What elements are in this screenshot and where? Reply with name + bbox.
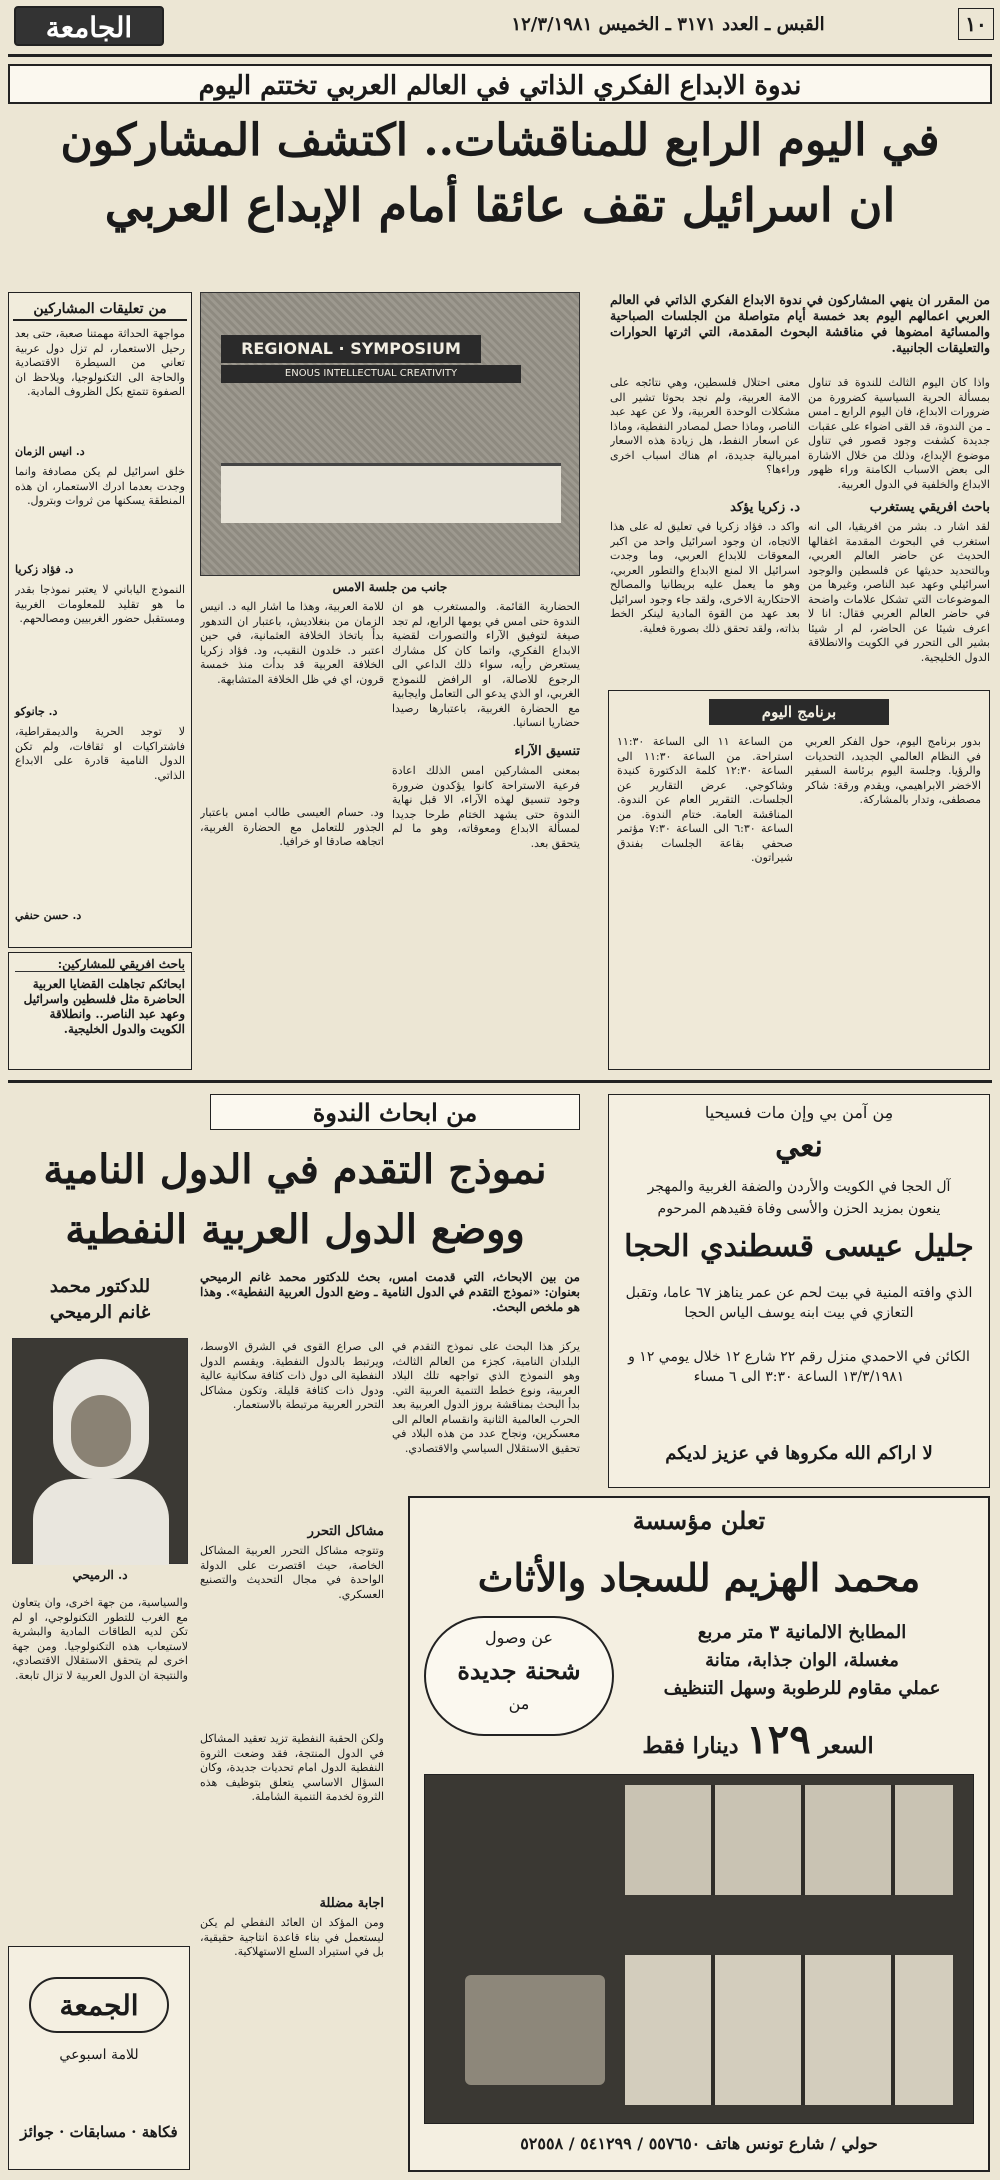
sidebar-note-title: باحث افريقي للمشاركين:	[15, 957, 185, 972]
lead-col-a: واذا كان اليوم الثالث للندوة قد تناول بمسألة الحرية السياسية كضرورة من ضرورات الابداع، فان اليوم الرابع ـ امس ـ من الندوة، قد القى اضواء على عقبات جديدة كشفت وجود قصور في تناول موضوع الإبداع، وذلك من خلال الاشارة الى بعض الاسباب الكامنة وراء ظهور الابداع والخلفية في الدول العربية.	[808, 376, 990, 491]
sidebar-author: د. انيس الزمان	[15, 445, 85, 458]
lead-photo	[200, 292, 580, 576]
ad-arrival-3: من	[508, 1694, 530, 1713]
lead-col-c: الحضارية القائمة. والمستغرب هو ان الندوة حتى امس في يومها الرابع، لم تجد صيغة لتوفيق الآراء والتصورات لقضية الابداع الفكري، واتما كان كل مشارك يستعرض رأيه، سواء ذلك الداعي الى الرجوع للاصالة، او الرافض للنموذج الغربي، او الذي يدعو الى التعامل وايجابية مع الحضارة الغربية، باعتبارها رصيدا حضاريا انسانيا.	[392, 600, 580, 729]
author-portrait	[12, 1338, 188, 1564]
section-divider	[8, 1080, 992, 1083]
section-logo: الجامعة	[14, 6, 164, 46]
portrait-body	[33, 1479, 169, 1565]
research-lead: من بين الابحاث، التي قدمت امس، بحث للدكتور محمد غانم الرميحي بعنوان: «نموذج التقدم في الدول النامية ـ وضع الدول العربية النفطية». وهذا هو ملخص البحث.	[200, 1270, 580, 1314]
sidebar-author: د. جانوكو	[15, 705, 58, 718]
sidebar-comments	[8, 292, 192, 948]
ad-arrival-badge	[424, 1616, 614, 1736]
research-headline-1: نموذج التقدم في الدول النامية	[43, 1146, 547, 1193]
ad-price-unit: دينارا فقط	[642, 1733, 739, 1759]
lead-sub-b: د. زكريا يؤكد	[730, 500, 800, 515]
program-col-left: من الساعة ١١ الى الساعة ١١:٣٠ استراحة. من الساعة ١١:٣٠ الى الساعة ١٢:٣٠ كلمة الدكتورة كنيدة وشاكوجي. عرض التقارير عن الجلسات. التقرير العام عن الندوة. المناقشة العامة. ختام الندوة. من الساعة ٦:٣٠ الى الساعة ٧:٣٠ مؤتمر صحفي بقاعة الجلسات بفندق شيراتون.	[617, 735, 793, 864]
sidebar-note-text: ابحاثكم تجاهلت القضايا العربية الحاضرة مثل فلسطين واسرائيل وعهد عبد الناصر.. وانطلاقة الكويت والدول الخليجية.	[23, 977, 185, 1036]
sidebar-note	[8, 952, 192, 1070]
research-headline-2: ووضع الدول العربية النفطية	[65, 1206, 525, 1253]
sidebar-author: د. حسن حنفي	[15, 909, 82, 922]
sidebar-title: من تعليقات المشاركين	[13, 297, 187, 321]
lead-col-d: للامة العربية، وهذا ما اشار اليه د. انيس الزمان من بنغلاديش، باعتبار ان التدهور بدأ باتخاذ الخلافة العثمانية، في حين اعتبر د. خلدون النقيب، ود. فؤاد زكريا الخلافة العربية قد بدأت منذ خمسة قرون، اي في ظل الخلافة المتشابهة.	[200, 600, 384, 686]
page-number: ١٠	[958, 8, 994, 40]
research-col-3: والسياسية، من جهة اخرى، وان يتعاون مع الغرب للتطور التكنولوجي، او لم تكن لديه الطاقات المادية والبشرية لاستيعاب هذه التكنولوجيا. ومن جهة اخرى لم يتحقق الاستقلال الاقتصادي، والنتيجة ان الدول العربية لا تزال تابعة.	[12, 1596, 188, 1682]
condolence-line: الذي وافته المنية في بيت لحم عن عمر يناهز ٦٧ عاما، وتقبل التعازي في بيت ابنه يوسف الياس الحجا	[625, 1285, 973, 1321]
research-col-2: الى صراع القوى في الشرق الاوسط، ويرتبط بالدول النفطية. ويقسم الدول النفطية الى دول ذات كثافة سكانية عالية ودول ذات كثافة قليلة. وتكون مشاكل التحرر العربية مرتبطة بالاستعمار.	[200, 1340, 384, 1411]
masthead-text: القبس ـ العدد ٣١٧١ ـ الخميس ١٢/٣/١٩٨١	[511, 14, 825, 35]
research-col-4b: ومن المؤكد ان العائد النفطي لم يكن ليستعمل في بناء قاعدة انتاجية حقيقية، بل في استيراد السلع الاستهلاكية.	[200, 1916, 384, 1958]
condolence-kicker: مِن آمن بي وإن مات فسيحيا	[704, 1103, 894, 1122]
lead-sub-a: باحث افريقي يستغرب	[869, 500, 990, 515]
research-col-4: ولكن الحقبة النفطية تزيد تعقيد المشاكل في الدول المنتجة، فقد وضعت الثروة النفطية الدول امام تحديات جديدة، وكان السؤال الاساسي يتعلق بتوظيف هذه الثروة لخدمة التنمية الشاملة.	[200, 1732, 384, 1803]
ad-arrival-2: شحنة جديدة	[457, 1656, 581, 1685]
corner-ad-sub: للامة اسبوعي	[59, 2047, 139, 2063]
sidebar-author: د. فؤاد زكريا	[15, 563, 74, 576]
photo-caption: جانب من جلسة الامس	[332, 580, 448, 594]
condolence-title: نعي	[775, 1129, 823, 1164]
corner-ad-features: فكاهة · مسابقات · جوائز	[20, 2123, 178, 2141]
kitchen-cabinets	[625, 1785, 953, 1895]
lead-col-b: معنى احتلال فلسطين، وهي نتائجه على الامة العربية، ولم نجد بحوثا تشير الى مشكلات الوحدة العربية، ولا عن عهد عبد الناصر، وماذا حصل لمصادر النفطية، وماذا عن اسعار النفط، هل زيادة هذه الاسعار امبريالية جديدة، ام هناك اسباب اخرى وراءها؟	[610, 376, 800, 476]
research-sub-4: اجابة مضللة	[319, 1896, 384, 1911]
lead-sub-c: تنسيق الآراء	[514, 744, 580, 759]
condolence-line: آل الحجا في الكويت والأردن والضفة الغربية والمهجر	[647, 1179, 951, 1195]
condolence-notice	[608, 1094, 990, 1488]
lead-col-d2: ود. حسام العيسى طالب امس باعتبار الجذور للتعامل مع الحضارة الغربية، اتجاهه صادقا او خرافيا.	[200, 806, 384, 848]
condolence-name: جليل عيسى قسطندي الحجا	[624, 1229, 974, 1264]
sidebar-item: مواجهة الحداثة مهمتنا صعبة، حتى بعد رحيل الاستعمار، لم تزل دول عربية تعاني من السيطرة الاقتصادية والحاجة الى التكنولوجيا، ويلاحظ ان الصفوة تتمتع بكل الظروف المادية.	[15, 327, 185, 398]
program-box	[608, 690, 990, 1070]
ad-subline: المطابخ الالمانية ٣ متر مربع	[697, 1622, 907, 1643]
ad-subline: مغسلة، الوان جذابة، متانة	[705, 1650, 899, 1671]
ad-subline: عملي مقاوم للرطوبة وسهل التنظيف	[663, 1678, 941, 1699]
portrait-caption: د. الرميحي	[72, 1568, 128, 1582]
research-col-1: يركز هذا البحث على نموذج التقدم في البلدان النامية، كجزء من العالم الثالث، وهو النموذج الذي تواجهه تلك البلاد العربية، ونوع خطط التنمية العربية التي. بدأ البحث بمناقشة بروز الدول العربية بعد الحرب العالمية الثانية وانقسام العالم الى معسكرين، ونجاح عدد من هذه البلاد في تحقيق الاستقلال السياسي والاقتصادي.	[392, 1340, 580, 1455]
research-sub-2: مشاكل التحرر	[307, 1524, 384, 1539]
ad-announces: تعلن مؤسسة	[632, 1506, 766, 1535]
sidebar-item: خلق اسرائيل لم يكن مصادفة وانما وجدت بعدما ادرك الاستعمار، ان هذه المنطقة يسكنها من ثروات وبترول.	[15, 465, 185, 507]
photo-table	[221, 463, 561, 523]
ad-brand: محمد الهزيم للسجاد والأثاث	[477, 1555, 921, 1600]
lead-col-b2: واكد د. فؤاد زكريا في تعليق له على هذا الاتجاه، ان وجود اسرائيل واحد من اكبر المعوقات للابداع العربي، وما وجدت اسرائيل الا لمنع الابداع والتطور العربي، وهو ما يعمل عليه بريطانيا والمصالح الاحتكارية الاخرى، ولقد جاء وجود اسرائيل بعد عهد من القوة المادية لينكر الخط بذاته، ولقد تحقق ذلك بصورة فعلية.	[610, 520, 800, 635]
lead-kicker: ندوة الابداع الفكري الذاتي في العالم العربي تختتم اليوم	[8, 64, 992, 104]
research-col-2b: وتتوجه مشاكل التحرر العربية المشاكل الخاصة، حيث اقتصرت على الدولة الواحدة في مجال التحديث والتصنيع العسكري.	[200, 1544, 384, 1601]
program-title: برنامج اليوم	[709, 699, 889, 725]
condolence-line: الكائن في الاحمدي منزل رقم ٢٢ شارع ١٢ خلال يومي ١٢ و ١٣/٣/١٩٨١ الساعة ٣:٣٠ الى ٦ مساء	[628, 1349, 970, 1385]
lead-headline-2: ان اسرائيل تقف عائقا أمام الإبداع العربي	[104, 178, 896, 232]
corner-ad-title: الجمعة	[29, 1977, 169, 2033]
ad-price-label: السعر	[818, 1733, 874, 1759]
ad-arrival-1: عن وصول	[484, 1628, 553, 1647]
ad-price	[608, 1716, 908, 1763]
portrait-face	[71, 1395, 131, 1467]
ad-price-value: ١٢٩	[746, 1716, 811, 1763]
ad-address: حولي / شارع تونس هاتف ٥٥٧٦٥٠ / ٥٤١٢٩٩ / ٥٢٥٥٨	[520, 2134, 878, 2153]
research-byline-2: غانم الرميحي	[49, 1302, 151, 1323]
furniture-ad	[408, 1496, 990, 2172]
masthead-rule	[8, 54, 992, 57]
kitchen-table	[465, 1975, 605, 2085]
program-col-right: بدور برنامج اليوم، حول الفكر العربي في النظام العالمي الجديد، التحديات والرؤيا. وجلسة اليوم برئاسة السفير الاخضر الابراهيمي، ويقدم ورقة: شاكر مصطفى، وتدار بالمشاركة.	[805, 735, 981, 806]
condolence-line: ينعون بمزيد الحزن والأسى وفاة فقيدهم المرحوم	[657, 1201, 941, 1217]
condolence-closing: لا اراكم الله مكروها في عزيز لديكم	[665, 1443, 933, 1464]
corner-ad	[8, 1946, 190, 2170]
kitchen-counter	[625, 1955, 953, 2105]
photo-banner-2: ENOUS INTELLECTUAL CREATIVITY	[221, 365, 521, 383]
sidebar-item: النموذج الياباني لا يعتبر نموذجا بقدر ما هو تقليد للمعلومات الغربية ومستقبل حضور الغربيين ومصالحهم.	[15, 583, 185, 625]
ad-kitchen-photo	[424, 1774, 974, 2124]
sidebar-item: لا توجد الحرية والديمقراطية، فاشتراكيات او ثقافات، ولم تكن الدول النامية قادرة على الابداع الذاتي.	[15, 725, 185, 782]
lead-headline-1: في اليوم الرابع للمناقشات.. اكتشف المشاركون	[60, 115, 940, 166]
lead-col-c2: بمعنى المشاركين امس الذلك اعادة فرعية الاستراحة كانوا يؤكدون ضرورة وجود تنسيق لهذه الآراء، الا قبل نهاية الندوة حتى يشهد الختام طرحا جديدا لمسألة الابداع ومعوقاته، وهو ما لم يتحقق بعد.	[392, 764, 580, 850]
research-byline-1: للدكتور محمد	[49, 1276, 151, 1297]
research-kicker: من ابحاث الندوة	[210, 1094, 580, 1130]
photo-banner: REGIONAL · SYMPOSIUM	[221, 335, 481, 363]
lead-intro: من المقرر ان ينهي المشاركون في ندوة الابداع الفكري الذاتي في العالم العربي اعمالهم اليوم بعد خمسة أيام متواصلة من الجلسات الصباحية والمسائية امضوها في مناقشة البحوث المقدمة، التي اثرتها الحوارات والتعليقات الجانبية.	[610, 292, 990, 355]
lead-col-a2: لقد اشار د. بشر من افريقيا، الى انه استغرب في البحوث المقدمة اغفالها الحديث عن حاضر العالم العربي، وبالتحديد حديثها عن فلسطين والوجود اسرائيلي وعهد عبد الناصر، وغيرها من الموضوعات التي تشكل علامات واضحة في حاضر العالم العربي فقال: انا لا اعرف شيئا عن الحاضر، لم ار شيئا بشير الى التحرر في الكويت والانطلاقة الدول الخليجية.	[808, 520, 990, 664]
